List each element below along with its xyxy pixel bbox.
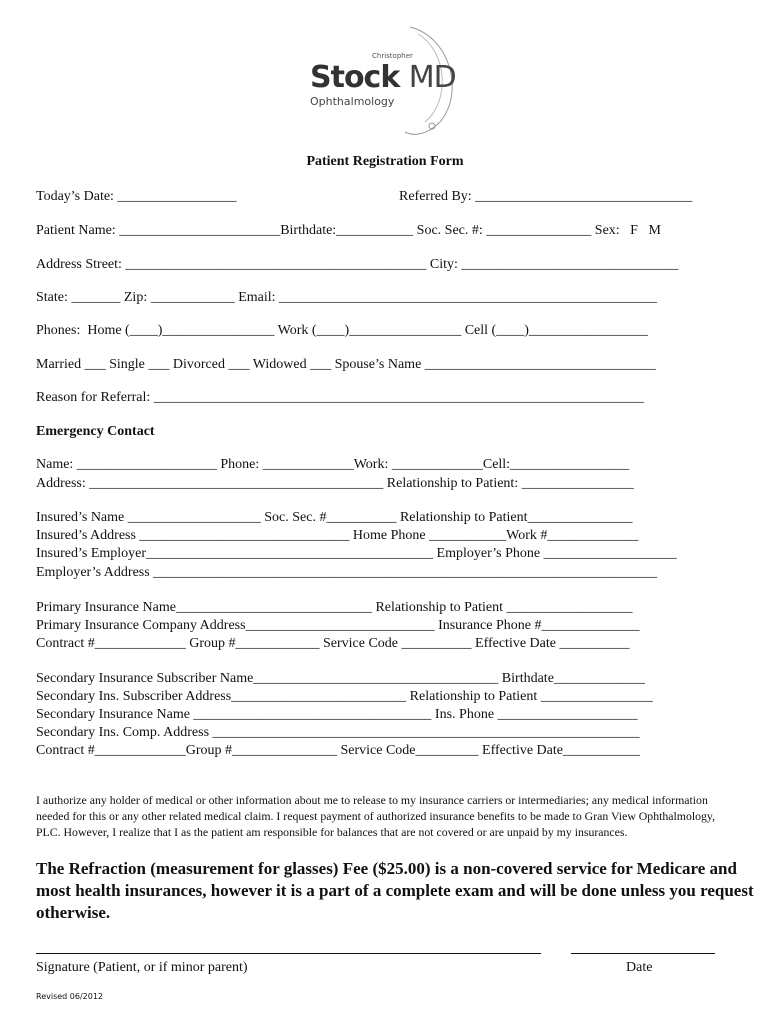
secondary-subscriber-row[interactable]: Secondary Insurance Subscriber Name___________________________________ Birthdate_____________ bbox=[36, 671, 645, 686]
primary-insurance-name-row[interactable]: Primary Insurance Name____________________________ Relationship to Patient __________________ bbox=[36, 600, 633, 615]
signature-label: Signature (Patient, or if minor parent) bbox=[36, 960, 248, 975]
refraction-fee-notice: The Refraction (measurement for glasses) Fee ($25.00) is a non-covered service for Medicare and most health insurances, however it is a part of a complete exam and will be done unless you request otherwise. bbox=[36, 859, 754, 922]
primary-insurance-company-row[interactable]: Primary Insurance Company Address___________________________ Insurance Phone #______________ bbox=[36, 618, 640, 633]
revision-note: Revised 06/2012 bbox=[36, 992, 104, 1001]
form-title: Patient Registration Form bbox=[306, 154, 464, 169]
phones-row[interactable]: Phones: Home (____)________________ Work (____)________________ Cell (____)_________________ bbox=[36, 323, 648, 338]
primary-contract-row[interactable]: Contract #_____________ Group #____________ Service Code __________ Effective Date __________ bbox=[36, 636, 630, 651]
logo-brand bbox=[310, 60, 456, 95]
employer-address-row[interactable]: Employer’s Address ________________________________________________________________________ bbox=[36, 565, 658, 580]
secondary-contract-row[interactable]: Contract #_____________Group #_______________ Service Code_________ Effective Date___________ bbox=[36, 743, 640, 758]
secondary-comp-address-row[interactable]: Secondary Ins. Comp. Address _____________________________________________________________ bbox=[36, 725, 640, 740]
secondary-insurance-name-row[interactable]: Secondary Insurance Name __________________________________ Ins. Phone ____________________ bbox=[36, 707, 638, 722]
reason-for-referral-row[interactable]: Reason for Referral: ______________________________________________________________________ bbox=[36, 390, 644, 405]
insured-name-row[interactable]: Insured’s Name ___________________ Soc. Sec. #__________ Relationship to Patient_______________ bbox=[36, 510, 633, 525]
todays-date-field[interactable]: Today’s Date: _________________ bbox=[36, 189, 237, 204]
referred-by-field[interactable]: Referred By: _______________________________ bbox=[399, 189, 693, 204]
insured-address-row[interactable]: Insured’s Address ______________________________ Home Phone ___________Work #_____________ bbox=[36, 528, 639, 543]
logo-brand-md: MD bbox=[408, 60, 456, 95]
marital-status-row[interactable]: Married ___ Single ___ Divorced ___ Widowed ___ Spouse’s Name _________________________________ bbox=[36, 357, 656, 372]
emergency-address-row[interactable]: Address: __________________________________________ Relationship to Patient: ________________ bbox=[36, 476, 634, 491]
signature-line[interactable] bbox=[36, 953, 541, 954]
emergency-contact-heading: Emergency Contact bbox=[36, 424, 155, 439]
practice-logo bbox=[300, 22, 470, 137]
date-label: Date bbox=[626, 960, 653, 975]
address-street-row[interactable]: Address Street: ___________________________________________ City: _______________________________ bbox=[36, 257, 679, 272]
date-line[interactable] bbox=[571, 953, 715, 954]
state-zip-email-row[interactable]: State: _______ Zip: ____________ Email: ______________________________________________________ bbox=[36, 290, 658, 305]
authorization-paragraph: I authorize any holder of medical or other information about me to release to my insurance carriers or intermediaries; any medical information needed for this or any other related medical claim. I request payment of authorized insurance benefits to be made to Gran View Ophthalmology, PLC. However, I realize that I as the patient am responsible for balances that are not covered or are unpaid by my insurances. bbox=[36, 793, 716, 839]
logo-subtitle: Ophthalmology bbox=[310, 95, 395, 108]
logo-small-text: Christopher bbox=[372, 52, 413, 60]
insured-employer-row[interactable]: Insured’s Employer_________________________________________ Employer’s Phone ___________________ bbox=[36, 546, 677, 561]
patient-name-row[interactable]: Patient Name: _______________________Birthdate:___________ Soc. Sec. #: _______________ Sex: F M bbox=[36, 223, 661, 238]
emergency-name-row[interactable]: Name: ____________________ Phone: _____________Work: _____________Cell:_________________ bbox=[36, 457, 630, 472]
logo-brand-main: Stock bbox=[310, 60, 400, 95]
secondary-address-row[interactable]: Secondary Ins. Subscriber Address_________________________ Relationship to Patient ________________ bbox=[36, 689, 653, 704]
